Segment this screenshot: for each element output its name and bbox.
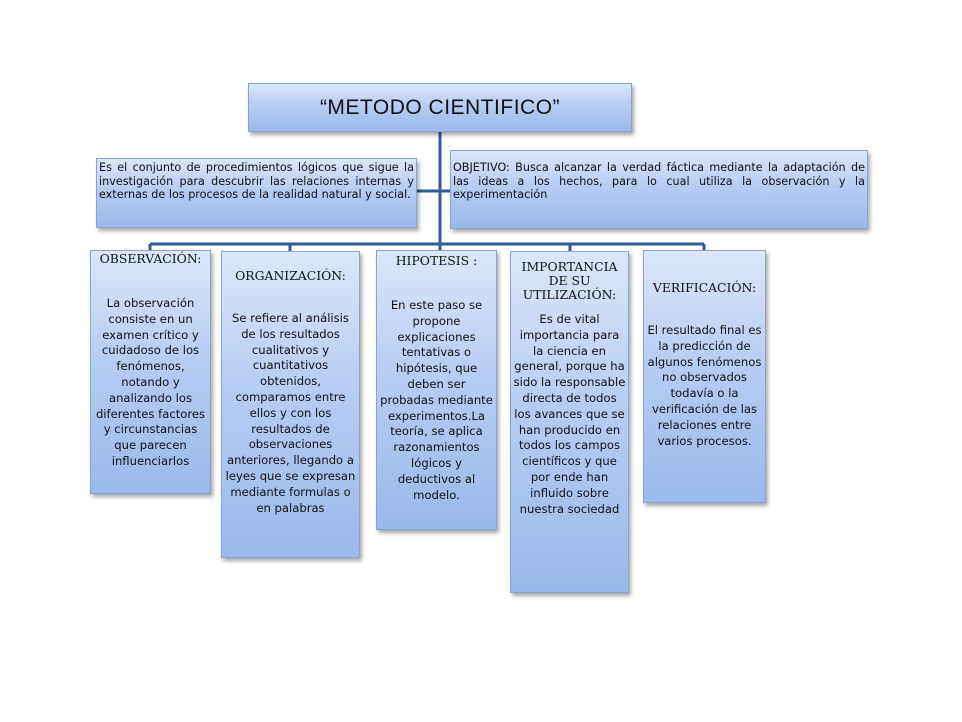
diagram-title: “METODO CIENTIFICO” — [319, 95, 561, 119]
title-box — [248, 83, 632, 132]
step-heading: IMPORTANCIA DE SU UTILIZACIÓN: — [521, 259, 618, 302]
step-importancia — [510, 251, 629, 593]
definition-text: Es el conjunto de procedimientos lógicos que sigue la investigación para descubrir las relaciones internas y externas de los procesos de la realidad natural y social. — [99, 161, 414, 201]
step-verificacion — [643, 250, 766, 503]
step-heading: OBSERVACIÓN: — [99, 251, 202, 266]
step-text: En este paso se propone explicaciones tentativas o hipótesis, que deben ser probadas mediante experimentos.La teoría, se aplica razonamientos lógicos y deductivos al modelo. — [380, 298, 493, 502]
step-organizacion — [221, 251, 360, 558]
objective-box — [450, 150, 868, 229]
definition-box — [96, 158, 417, 228]
objective-text: OBJETIVO: Busca alcanzar la verdad fáctica mediante la adaptación de las ideas a los hechos, para lo cual utiliza la observación y la experimentación — [453, 161, 865, 201]
step-text: La observación consiste en un examen crítico y cuidadoso de los fenómenos, notando y analizando los diferentes factores y circunstancias que parecen influenciarlos — [95, 296, 206, 468]
step-text: Se refiere al análisis de los resultados cualitativos y cuantitativos obtenidos, comparamos entre ellos y con los resultados de observaciones anteriores, llegando a leyes que se expresan mediante formulas o en palabras — [225, 311, 356, 515]
step-heading: HIPOTESIS : — [395, 253, 478, 268]
step-text: El resultado final es la predicción de algunos fenómenos no observados todavía o la verificación de las relaciones entre varios procesos. — [647, 323, 762, 448]
step-hipotesis — [376, 250, 497, 530]
step-heading: ORGANIZACIÓN: — [235, 268, 346, 283]
step-text: Es de vital importancia para la ciencia en general, porque ha sido la responsable directa de todos los avances que se han producido en todos los campos científicos y que por ende han influido sobre nuestra sociedad — [513, 312, 626, 516]
step-observacion — [90, 250, 211, 494]
step-heading: VERIFICACIÓN: — [652, 280, 757, 295]
